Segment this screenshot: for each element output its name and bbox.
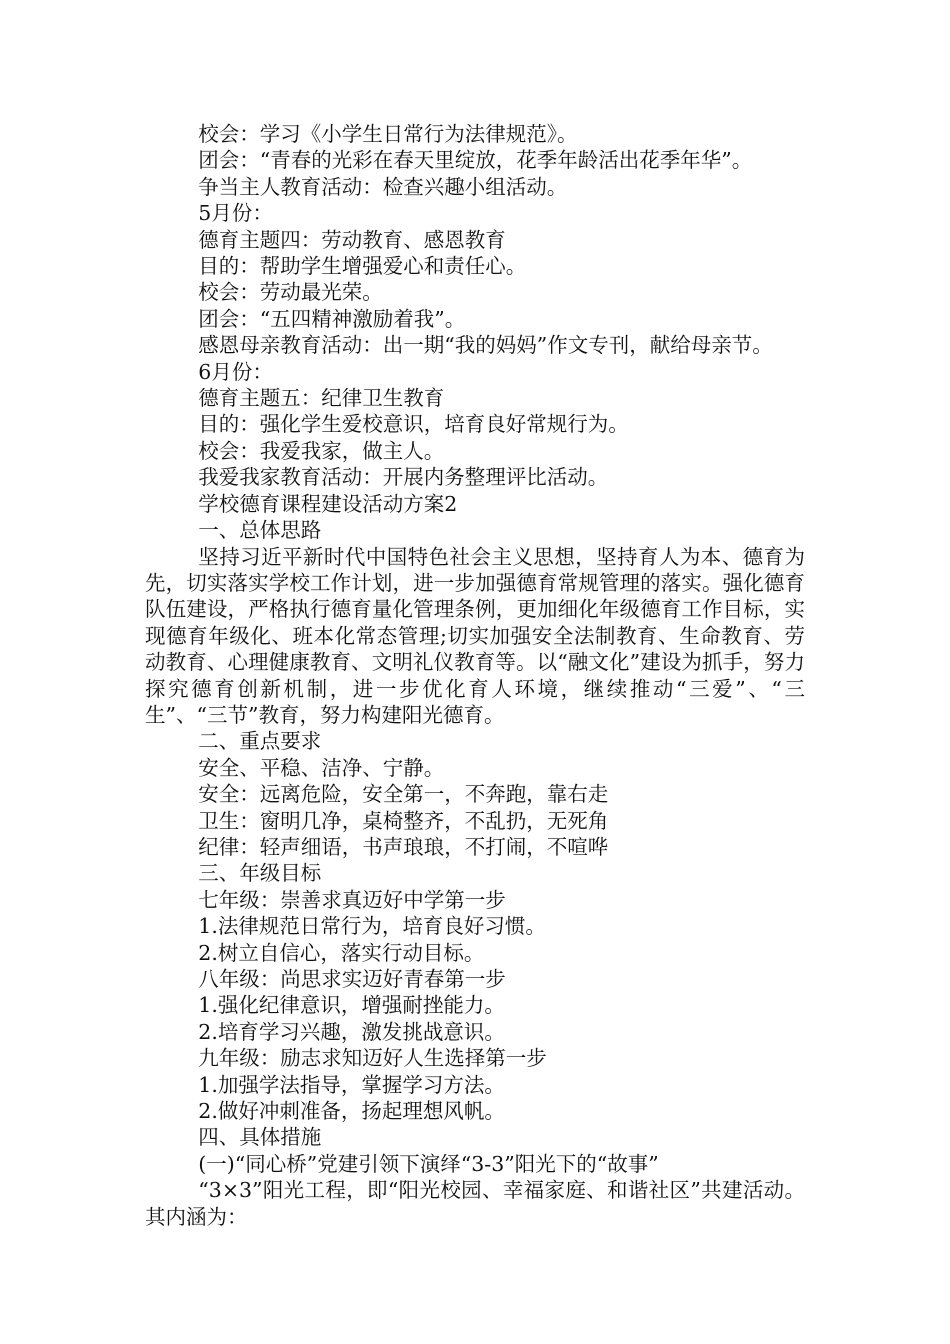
paragraph: 团会：“青春的光彩在春天里绽放，花季年龄活出花季年华”。: [198, 148, 753, 173]
section-heading: 二、重点要求: [198, 729, 322, 754]
paragraph: 6月份：: [198, 359, 273, 384]
paragraph: 坚持习近平新时代中国特色社会主义思想，坚持育人为本、德育为先，切实落实学校工作计划，进一步加强德育常规管理的落实。强化德育队伍建设，严格执行德育量化管理条例，更加细化年级德育工作目标，实现德育年级化、班本化常态管理;切实加强安全法制教育、生命教育、劳动教育、心理健康教育、文明礼仪教育等。以“融文化”建设为抓手，努力探究德育创新机制，进一步优化育人环境，继续推动“三爱”、“三生”、“三节”教育，努力构建阳光德育。: [145, 544, 805, 727]
section-heading: 一、总体思路: [198, 518, 322, 543]
list-item: 2.树立自信心，落实行动目标。: [198, 940, 485, 965]
section-heading: 四、具体措施: [198, 1125, 322, 1150]
paragraph: 校会：学习《小学生日常行为法律规范》。: [198, 122, 578, 146]
section-heading: 三、年级目标: [198, 861, 322, 886]
list-item: 1.法律规范日常行为，培育良好习惯。: [198, 914, 546, 939]
paragraph: 八年级：尚思求实迈好青春第一步: [198, 967, 506, 991]
list-item: 1.加强学法指导，掌握学习方法。: [198, 1072, 505, 1097]
paragraph: 目的：帮助学生增强爱心和责任心。: [198, 254, 527, 279]
paragraph: 目的：强化学生爱校意识，培育良好常规行为。: [198, 412, 629, 437]
paragraph: 九年级：励志求知迈好人生选择第一步: [198, 1046, 547, 1071]
paragraph: 校会：劳动最光荣。: [198, 280, 383, 305]
paragraph: 安全、平稳、洁净、宁静。: [198, 755, 445, 780]
paragraph: 德育主题五：纪律卫生教育: [198, 386, 445, 411]
list-item: 2.培育学习兴趣，激发挑战意识。: [198, 1019, 505, 1044]
paragraph: 5月份：: [198, 201, 273, 226]
paragraph: 校会：我爱我家，做主人。: [198, 438, 445, 463]
paragraph: 七年级：崇善求真迈好中学第一步: [198, 887, 506, 912]
paragraph: “3×3”阳光工程，即“阳光校园、幸福家庭、和谐社区”共建活动。其内涵为：: [145, 1178, 805, 1229]
paragraph: (一)“同心桥”党建引领下演绎“3-3”阳光下的“故事”: [198, 1151, 659, 1176]
list-item: 2.做好冲刺准备，扬起理想风帆。: [198, 1099, 505, 1124]
paragraph: 卫生：窗明几净，桌椅整齐，不乱扔，无死角: [198, 808, 609, 833]
paragraph: 我爱我家教育活动：开展内务整理评比活动。: [198, 465, 609, 490]
paragraph: 安全：远离危险，安全第一，不奔跑，靠右走: [198, 782, 609, 807]
paragraph: 争当主人教育活动：检查兴趣小组活动。: [198, 174, 568, 199]
paragraph: 感恩母亲教育活动：出一期“我的妈妈”作文专刊，献给母亲节。: [198, 333, 773, 358]
section-title: 学校德育课程建设活动方案2: [198, 491, 458, 516]
paragraph: 纪律：轻声细语，书声琅琅，不打闹，不喧哗: [198, 834, 609, 859]
list-item: 1.强化纪律意识，增强耐挫能力。: [198, 993, 505, 1018]
document-body: [145, 121, 805, 1230]
paragraph: 德育主题四：劳动教育、感恩教育: [198, 227, 506, 252]
paragraph: 团会：“五四精神激励着我”。: [198, 306, 466, 331]
